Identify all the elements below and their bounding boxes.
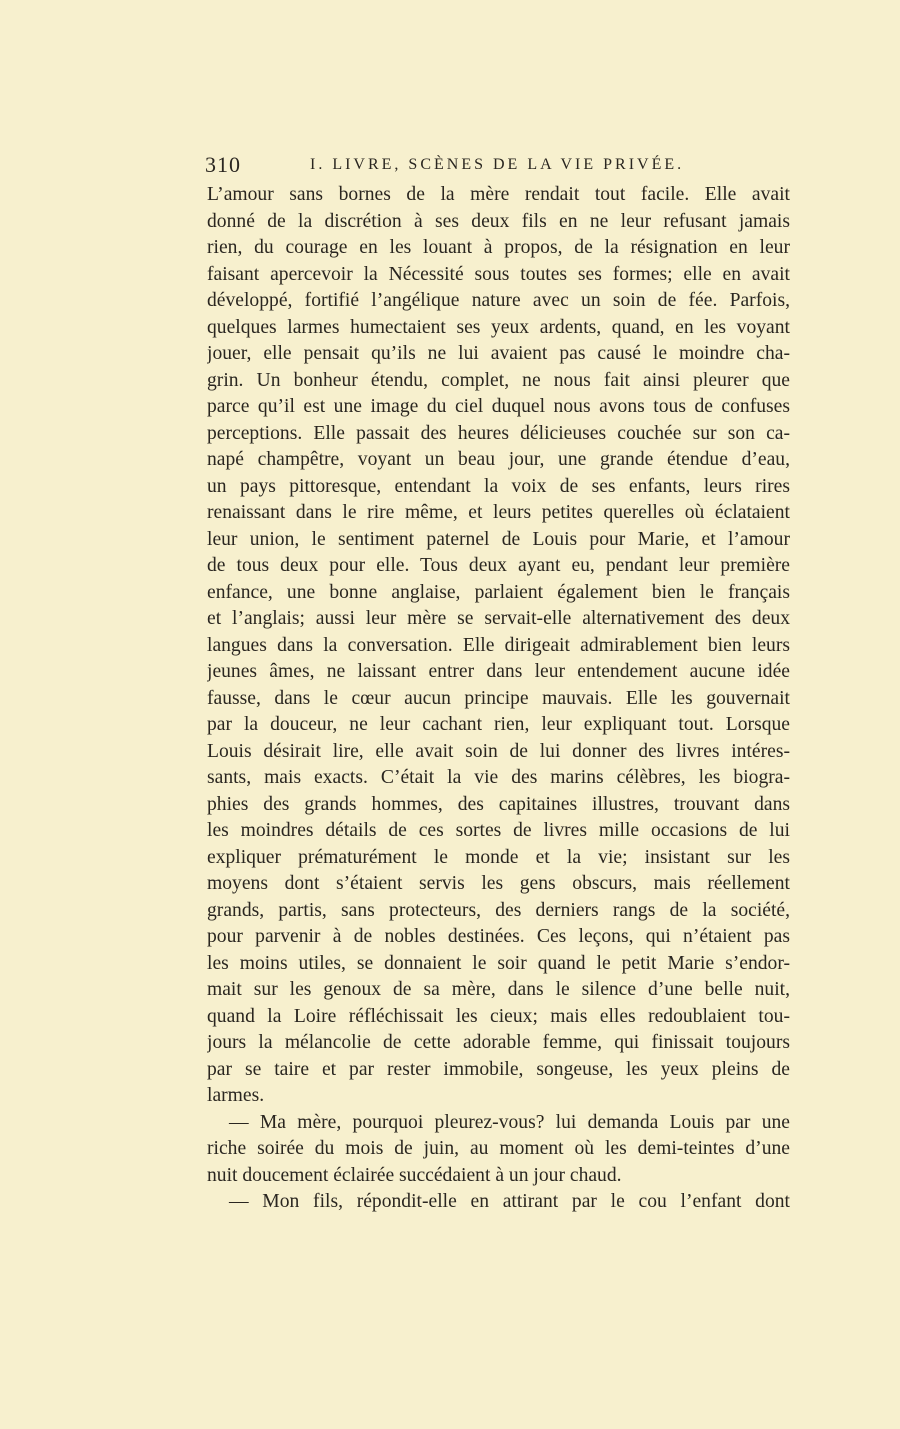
text-line: enfance, une bonne anglaise, parlaient également bien le français — [207, 581, 790, 603]
text-line: de tous deux pour elle. Tous deux ayant eu, pendant leur première — [207, 555, 790, 576]
text-line: jours la mélancolie de cette adorable femme, qui finissait toujours — [207, 1032, 790, 1053]
text-line: faisant apercevoir la Nécessité sous toutes ses formes; elle en avait — [207, 263, 790, 285]
page-number: 310 — [205, 152, 241, 177]
text-line: expliquer prématurément le monde et la vie; insistant sur les — [207, 846, 790, 868]
text-line: Louis désirait lire, elle avait soin de lui donner des livres intéres- — [207, 740, 790, 762]
page-header — [205, 152, 795, 178]
text-line: renaissant dans le rire même, et leurs petites querelles où éclataient — [207, 502, 790, 523]
text-line: fausse, dans le cœur aucun principe mauvais. Elle les gouvernait — [207, 687, 790, 709]
text-line: grands, partis, sans protecteurs, des derniers rangs de la société, — [207, 899, 790, 921]
text-line: phies des grands hommes, des capitaines illustres, trouvant dans — [207, 793, 790, 815]
body-text — [207, 182, 790, 1216]
text-line: les moins utiles, se donnaient le soir quand le petit Marie s’endor- — [207, 952, 790, 974]
text-line: nuit doucement éclairée succédaient à un jour chaud. — [207, 1164, 622, 1186]
text-line: grin. Un bonheur étendu, complet, ne nous fait ainsi pleurer que — [207, 369, 790, 391]
text-line: pour parvenir à de nobles destinées. Ces leçons, qui n’étaient pas — [207, 926, 790, 947]
running-title: I. LIVRE, SCÈNES DE LA VIE PRIVÉE. — [310, 156, 685, 173]
text-line: riche soirée du mois de juin, au moment où les demi-teintes d’une — [207, 1138, 790, 1159]
text-line: quand la Loire réfléchissait les cieux; mais elles redoublaient tou- — [207, 1005, 790, 1027]
text-line: L’amour sans bornes de la mère rendait tout facile. Elle avait — [207, 184, 790, 205]
text-line: napé champêtre, voyant un beau jour, une grande étendue d’eau, — [207, 449, 790, 470]
text-line: perceptions. Elle passait des heures délicieuses couchée sur son ca- — [207, 422, 790, 444]
text-line: langues dans la conversation. Elle dirigeait admirablement bien leurs — [207, 634, 790, 656]
text-line: par la douceur, ne leur cachant rien, leur expliquant tout. Lorsque — [207, 714, 790, 735]
text-line: moyens dont s’étaient servis les gens obscurs, mais réellement — [207, 873, 790, 894]
text-line: par se taire et par rester immobile, songeuse, les yeux pleins de — [207, 1058, 790, 1080]
text-line: parce qu’il est une image du ciel duquel nous avons tous de confuses — [207, 396, 790, 417]
text-line: et l’anglais; aussi leur mère se servait-elle alternativement des deux — [207, 608, 790, 629]
text-line: mait sur les genoux de sa mère, dans le silence d’une belle nuit, — [207, 979, 790, 1000]
text-line: un pays pittoresque, entendant la voix de ses enfants, leurs rires — [207, 475, 790, 497]
dialogue-line: — Ma mère, pourquoi pleurez-vous? lui demanda Louis par une — [229, 1111, 790, 1133]
dialogue-line: — Mon fils, répondit-elle en attirant par le cou l’enfant dont — [229, 1191, 790, 1212]
text-line: jouer, elle pensait qu’ils ne lui avaient pas causé le moindre cha- — [207, 343, 790, 364]
text-line: développé, fortifié l’angélique nature avec un soin de fée. Parfois, — [207, 290, 790, 311]
text-line: larmes. — [207, 1085, 265, 1106]
text-line: les moindres détails de ces sortes de livres mille occasions de lui — [207, 820, 790, 841]
text-line: jeunes âmes, ne laissant entrer dans leur entendement aucune idée — [207, 661, 790, 682]
text-line: rien, du courage en les louant à propos, de la résignation en leur — [207, 237, 790, 258]
text-line: leur union, le sentiment paternel de Louis pour Marie, et l’amour — [207, 528, 790, 550]
text-line: donné de la discrétion à ses deux fils en ne leur refusant jamais — [207, 210, 790, 232]
text-line: quelques larmes humectaient ses yeux ardents, quand, en les voyant — [207, 316, 790, 338]
text-line: sants, mais exacts. C’était la vie des marins célèbres, les biogra- — [207, 767, 790, 788]
